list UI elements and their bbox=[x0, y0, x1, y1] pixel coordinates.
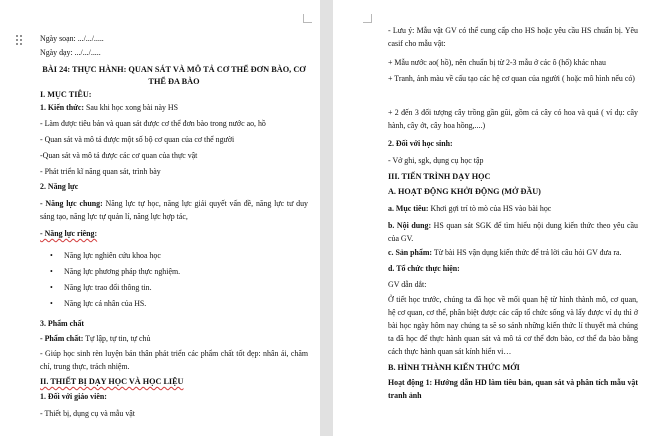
section-heading-objectives: I. MỤC TIÊU: bbox=[40, 90, 92, 99]
quality-sub-text: Tự lập, tự tin, tự chủ bbox=[83, 334, 151, 343]
sample-item: + Tranh, ảnh màu về cấu tạo các hệ cơ quan của người ( hoặc mô hình nếu có) bbox=[388, 74, 635, 83]
general-skill-label: - Năng lực chung: bbox=[40, 199, 103, 208]
student-heading: 2. Đối với học sinh: bbox=[388, 139, 453, 148]
date-compose: Ngày soạn: .../.../..... bbox=[40, 34, 104, 43]
sample-item: + 2 đến 3 đối tượng cây trồng gần gũi, gồm cả cây có hoa và quả ( ví dụ: cây hành, cây ớt, cây hoa hồng,....) bbox=[388, 108, 638, 130]
goal-line bbox=[388, 205, 638, 213]
skill-heading: 2. Năng lực bbox=[40, 182, 79, 191]
general-skill-paragraph bbox=[40, 197, 308, 223]
date-teach: Ngày dạy: .../.../..... bbox=[40, 48, 101, 57]
content-label: b. Nội dung: bbox=[388, 221, 432, 230]
student-item: - Vở ghi, sgk, dụng cụ học tập bbox=[388, 156, 484, 165]
knowledge-line bbox=[40, 104, 308, 112]
list-item: • Năng lực nghiên cứu khoa học bbox=[40, 252, 320, 260]
list-item: • Năng lực phương pháp thực nghiệm. bbox=[40, 268, 320, 276]
section-heading-process: III. TIẾN TRÌNH DẠY HỌC bbox=[388, 172, 491, 181]
knowledge-item: - Làm được tiêu bản và quan sát được cơ thể đơn bào trong nước ao, hồ bbox=[40, 119, 266, 128]
teacher-intro: GV dẫn dắt: bbox=[388, 280, 427, 289]
product-line bbox=[388, 249, 638, 257]
teacher-heading: 1. Đối với giáo viên: bbox=[40, 392, 107, 401]
product-text: Từ bài HS vận dụng kiến thức để trả lời câu hỏi GV đưa ra. bbox=[432, 248, 622, 257]
content-text: HS quan sát SGK để tìm hiểu nội dung kiến thức theo yêu cầu của GV. bbox=[388, 221, 638, 243]
specific-skill-heading bbox=[40, 230, 308, 238]
quality-sub-line bbox=[40, 335, 308, 343]
document-page-left[interactable] bbox=[0, 0, 320, 436]
page-gutter bbox=[320, 0, 333, 436]
goal-label: a. Mục tiêu: bbox=[388, 204, 429, 213]
list-item: • Năng lực cá nhân của HS. bbox=[40, 300, 320, 308]
teacher-item: - Thiết bị, dụng cụ và mẫu vật bbox=[40, 409, 135, 418]
intro-paragraph: Ở tiết học trước, chúng ta đã học về mối quan hệ từ hình thành mô, cơ quan, hệ cơ quan, cơ thể, phân biệt được các cấp tổ chức sống và lấy được ví dụ thì ở bài học ngày hôm nay chúng ta sẽ so sánh những kiến thức lí thuyết mà chúng ta đã học để thực hành quan sát và mô tả cơ thể đơn bào, cơ thể đa bào bằng cách thực hành quan sát kính hiển vi… bbox=[388, 295, 638, 356]
section-heading-equipment-text: II. THIẾT BỊ DẠY HỌC VÀ HỌC LIỆU bbox=[40, 377, 184, 386]
list-item: • Năng lực trao đổi thông tin. bbox=[40, 284, 320, 292]
product-label: c. Sản phẩm: bbox=[388, 248, 433, 257]
quality-heading: 3. Phẩm chất bbox=[40, 319, 85, 328]
activity-heading: Hoạt động 1: Hướng dẫn HD làm tiêu bản, quan sát và phân tích mẫu vật tranh ảnh bbox=[388, 378, 638, 400]
lesson-title: BÀI 24: THỰC HÀNH: QUAN SÁT VÀ MÔ TẢ CƠ THỂ ĐƠN BÀO, CƠ THỂ ĐA BÀO bbox=[42, 65, 306, 86]
section-heading-startup: A. HOẠT ĐỘNG KHỞI ĐỘNG (MỞ ĐẦU) bbox=[388, 187, 541, 196]
quality-paragraph: - Giúp học sinh rèn luyện bản thân phát triển các phẩm chất tốt đẹp: nhân ái, chăm chỉ, trung thực, trách nhiệm. bbox=[40, 349, 308, 371]
quality-sub-label: - Phẩm chất: bbox=[40, 334, 84, 343]
section-heading-equipment bbox=[40, 378, 308, 386]
section-heading-new-knowledge: B. HÌNH THÀNH KIẾN THỨC MỚI bbox=[388, 363, 520, 372]
margin-corner-top-left bbox=[363, 14, 372, 23]
margin-corner-top-right bbox=[303, 14, 312, 23]
general-skill-text: Năng lực tự học, năng lực giải quyết vấn đề, năng lực tư duy sáng tạo, năng lực tự quản lí, năng lực hợp tác, bbox=[40, 199, 308, 221]
knowledge-item: - Phát triển kĩ năng quan sát, trình bày bbox=[40, 167, 161, 176]
knowledge-label: 1. Kiến thức: bbox=[40, 103, 84, 112]
knowledge-item: -Quan sát và mô tả được các cơ quan của thực vật bbox=[40, 151, 198, 160]
sample-item: + Mẫu nước ao( hồ), nên chuẩn bị từ 2-3 mẫu ở các ô (hố) khác nhau bbox=[388, 58, 606, 67]
document-page-right[interactable] bbox=[333, 0, 650, 436]
note-paragraph: - Lưu ý: Mẫu vật GV có thể cung cấp cho HS hoặc yêu cầu HS chuẩn bị. Yêu casif cho mẫu vật: bbox=[388, 26, 638, 48]
knowledge-text: Sau khi học xong bài này HS bbox=[83, 103, 178, 112]
content-paragraph bbox=[388, 219, 638, 245]
move-handle-icon[interactable] bbox=[16, 35, 23, 45]
goal-text: Khơi gợi trí tò mò của HS vào bài học bbox=[428, 204, 552, 213]
organization-heading: d. Tổ chức thực hiện: bbox=[388, 264, 460, 273]
specific-skill-label: - Năng lực riêng: bbox=[40, 229, 98, 238]
knowledge-item: - Quan sát và mô tả được một số bộ cơ quan của cơ thể người bbox=[40, 135, 235, 144]
